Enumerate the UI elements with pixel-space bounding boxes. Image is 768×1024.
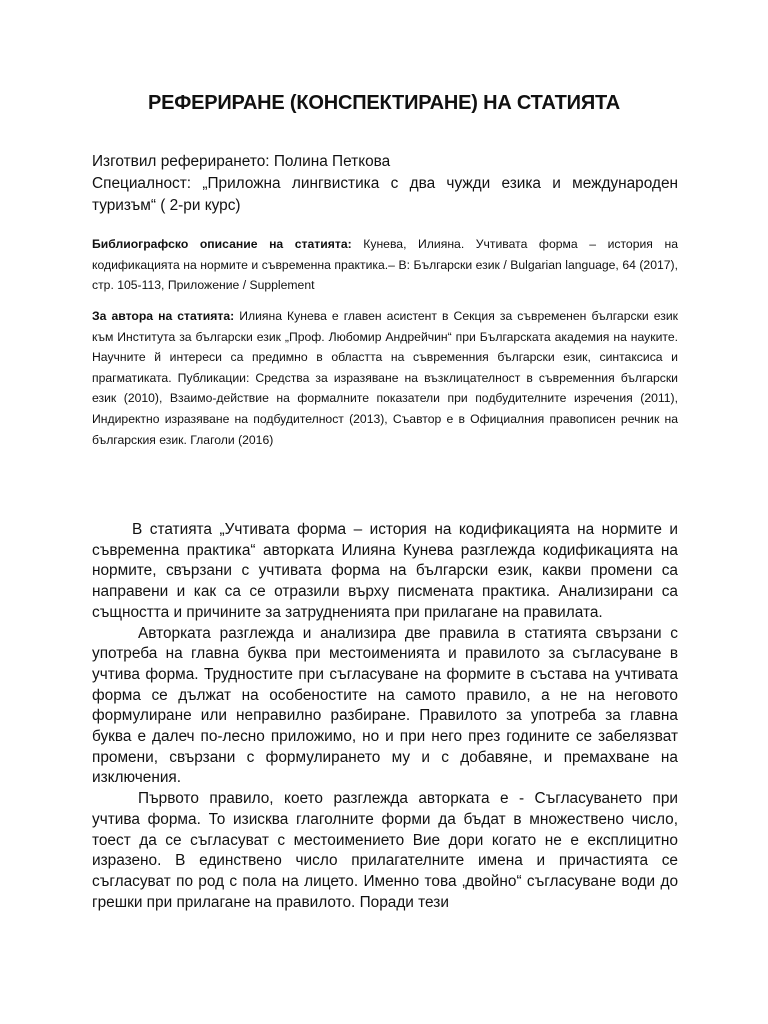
body-paragraph-1: В статията „Учтивата форма – история на кодификацията на нормите и съвременна практика“ авторката Илияна Кунева разглежда кодификацията на нормите, свързани с учтивата форма на български език, какви промени са направени и как са се отразили върху писмената практика. Анализирани са същността и причините за затрудненията при прилагане на правилата. xyxy=(92,521,678,621)
about-author-section xyxy=(92,306,678,450)
about-author-text: Илияна Кунева е главен асистент в Секция за съвременен български език към Института за български език „Проф. Любомир Андрейчин“ при Българската академия на науките. Научните й интереси са предимно в областта на съвременния български език, синтаксиса и прагматиката. Публикации: Средства за изразяване на възклицателност в съвременния български език (2010), Взаимо-действие на формалните показатели при подбудителните изречения (2011), Индиректно изразяване на подбудителност (2013), Съавтор е в Официалния правописен речник на българския език. Глаголи (2016) xyxy=(92,309,679,447)
document-title: РЕФЕРИРАНЕ (КОНСПЕКТИРАНЕ) НА СТАТИЯТА xyxy=(147,92,621,114)
body-paragraph-2: Авторката разглежда и анализира две правила в статията свързани с употреба на главна буква при местоименията и правилото за съгласуване в учтива форма. Трудностите при съгласуване на формите в състава на учтивата форма се дължат на особеностите на самото правило, а не на неговото формулиране или неправилно разбиране. Правилото за употреба за главна буква е далеч по-лесно приложимо, но и при него през годините се забелязват промени, свързани с формулирането му и с добавяне, и премахване на изключения. xyxy=(92,624,678,787)
bibliography-text: Кунева, Илияна. Учтивата форма – история на кодификацията на нормите и съвременна практика.– В: Български език / Bulgarian language, 64 (2017), стр. 105-113, Приложение / Supplement xyxy=(92,237,678,293)
bibliography-label: Библиографско описание на статията: xyxy=(92,237,352,251)
body-paragraph-3: Първото правило, което разглежда авторката е - Съгласуването при учтива форма. То изисква глаголните форми да бъдат в множествено число, тоест да се съгласуват с местоимението Вие дори когато не е експлицитно изразено. В единствено число прилагателните имена и причастията се съгласуват по род с пола на лицето. Именно това ‚двойно“ съгласуване води до грешки при прилагане на правилото. Поради тези xyxy=(92,790,678,911)
bibliography-section xyxy=(92,234,678,296)
article-body xyxy=(92,520,678,913)
author-line: Изготвил реферирането: Полина Петкова xyxy=(92,153,391,170)
about-author-label: За автора на статията: xyxy=(92,309,235,323)
specialty-line: Специалност: „Приложна лингвистика с два чужди езика и международен туризъм“ ( 2-ри курс) xyxy=(92,175,678,214)
